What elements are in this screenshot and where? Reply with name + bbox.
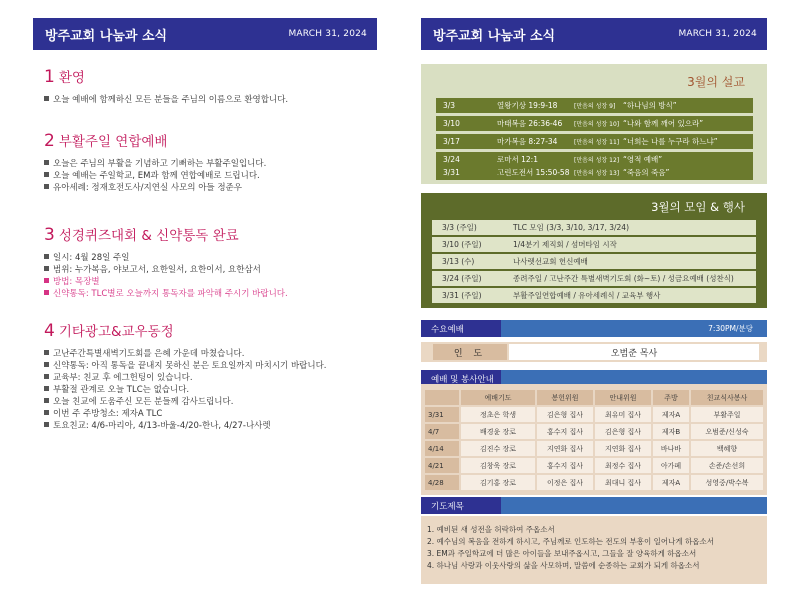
list-item: 교육부: 친교 후 에그헌팅이 있습니다.	[44, 372, 374, 384]
bullet-icon	[44, 254, 49, 259]
bullet-icon	[44, 172, 49, 177]
bullet-icon	[44, 398, 49, 403]
bullet-icon	[44, 278, 49, 283]
prayer-item: 3. EM과 주일학교에 더 많은 아이들을 보내주옵시고, 그들을 잘 양육하게 하옵소서	[427, 549, 697, 558]
meeting-row: 3/10 (주일) 1/4분기 제직회 / 섬머타임 시작	[432, 237, 756, 252]
wednesday-bar	[421, 320, 767, 337]
header-date: MARCH 31, 2024	[288, 29, 367, 39]
section-bible-quiz	[44, 224, 374, 300]
section-list	[44, 94, 374, 106]
prayer-item: 4. 하나님 사랑과 이웃사랑의 삶을 사모하며, 말씀에 순종하는 교회가 되게 하옵소서	[427, 561, 700, 570]
table-row: 3/31 정초은 학생 김은형 집사 최유미 집사 제자A 부활주일	[425, 407, 763, 422]
section-list	[44, 158, 374, 194]
list-item: 토요친교: 4/6-마리아, 4/13-바울-4/20-한나, 4/27-나사렛	[44, 420, 374, 432]
table-row: 4/7 배경윤 장로 홍수지 집사 김은형 집사 제자B 오범준/신성숙	[425, 424, 763, 439]
list-item: 고난주간특별새벽기도회를 은혜 가운데 마쳤습니다.	[44, 348, 374, 360]
list-item: 신약통독: TLC별로 오늘까지 통독자를 파악해 주시기 바랍니다.	[44, 288, 374, 300]
bullet-icon	[44, 160, 49, 165]
header-title: 방주교회 나눔과 소식	[433, 28, 556, 44]
list-item: 오늘은 주님의 부활을 기념하고 기뻐하는 부활주일입니다.	[44, 158, 374, 170]
section-announcements	[44, 320, 374, 432]
wednesday-label: 수요예배	[431, 324, 464, 335]
meeting-row: 3/31 (주일) 부활주일연합예배 / 유아세례식 / 교육부 행사	[432, 288, 756, 303]
list-item: 유아세례: 정재호전도사/지연실 사모의 아들 정준우	[44, 182, 374, 194]
section-heading: 3 성경퀴즈대회 & 신약통독 완료	[44, 225, 239, 245]
meeting-row: 3/13 (수) 나사렛선교회 헌신예배	[432, 254, 756, 269]
list-item: 오늘 예배는 주일학교, EM과 함께 연합예배로 드립니다.	[44, 170, 374, 182]
list-item: 오늘 예배에 함께하신 모든 분들을 주님의 이름으로 환영합니다.	[44, 94, 374, 106]
page-header-right	[421, 18, 767, 50]
page-header-left	[33, 18, 377, 50]
list-item: 신약통독: 아직 통독을 끝내지 못하신 분은 토요일까지 마치시기 바랍니다.	[44, 360, 374, 372]
bullet-icon	[44, 266, 49, 271]
bullet-icon	[44, 362, 49, 367]
meetings-panel	[421, 193, 767, 308]
sermon-title: 3월의 설교	[687, 75, 745, 89]
list-item: 이번 주 주방청소: 제자A TLC	[44, 408, 374, 420]
sermon-row: 3/17 마가복음 8:27-34 [만음의 성장 11] “너희는 나를 누구라 하느냐”	[436, 134, 753, 149]
prayer-bar	[421, 497, 767, 514]
table-row: 4/21 김창욱 장로 홍수지 집사 최정수 집사 아가페 손준/손선희	[425, 458, 763, 473]
prayer-label: 기도제목	[431, 501, 464, 512]
bullet-icon	[44, 96, 49, 101]
section-heading: 1 환영	[44, 67, 85, 87]
bullet-icon	[44, 386, 49, 391]
sermon-row: 3/3 열왕기상 19:9-18 [만음의 성장 9] “하나님의 방식”	[436, 98, 753, 113]
list-item: 일시: 4월 28일 주일	[44, 252, 374, 264]
list-item: 방법: 목장별	[44, 276, 374, 288]
prayer-item: 2. 예수님의 복음을 전하게 하시고, 주님께로 인도하는 전도의 부흥이 일어나게 하옵소서	[427, 537, 714, 546]
section-easter	[44, 130, 374, 194]
header-title: 방주교회 나눔과 소식	[45, 28, 168, 44]
bullet-icon	[44, 410, 49, 415]
section-list	[44, 348, 374, 432]
table-header: 예배기도 봉헌위원 안내위원 주방 친교식사봉사	[425, 390, 763, 405]
section-heading: 2 부활주일 연합예배	[44, 131, 168, 151]
leader-row	[421, 342, 767, 362]
header-date: MARCH 31, 2024	[678, 29, 757, 39]
bullet-icon	[44, 290, 49, 295]
meeting-row: 3/24 (주일) 종려주일 / 고난주간 특별새벽기도회 (화~토) / 성금요예배 (성찬식)	[432, 271, 756, 286]
meeting-row: 3/3 (주일) TLC 모임 (3/3, 3/10, 3/17, 3/24)	[432, 220, 756, 235]
meetings-title: 3월의 모임 & 행사	[651, 200, 745, 214]
service-table-panel	[421, 384, 767, 495]
service-label: 예배 및 봉사안내	[431, 374, 494, 385]
service-table	[423, 388, 765, 492]
bullet-icon	[44, 350, 49, 355]
wednesday-time: 7:30PM/분당	[708, 324, 753, 333]
sermon-row: 3/24 로마서 12:1 [만음의 성장 12] “영적 예배”	[436, 152, 753, 167]
bullet-icon	[44, 374, 49, 379]
list-item: 오늘 친교에 도움주신 모든 분들께 감사드립니다.	[44, 396, 374, 408]
sermon-row: 3/31 고린도전서 15:50-58 [만음의 성장 13] “죽음의 죽음”	[436, 165, 753, 180]
sermon-panel	[421, 64, 767, 184]
bullet-icon	[44, 422, 49, 427]
table-row: 4/28 김기홍 장로 이정은 집사 최대니 집사 제자A 성영중/박수복	[425, 475, 763, 490]
section-list	[44, 252, 374, 300]
prayer-item: 1. 예비된 새 성전을 허락하여 주옵소서	[427, 525, 555, 534]
bullet-icon	[44, 184, 49, 189]
list-item: 범위: 누가복음, 야보고서, 요한일서, 요한이서, 요한삼서	[44, 264, 374, 276]
section-heading: 4 기타광고&교우동정	[44, 321, 174, 341]
sermon-row: 3/10 마태복음 26:36-46 [만음의 성장 10] “나와 함께 깨어 있으라”	[436, 116, 753, 131]
leader-name: 오범준 목사	[509, 344, 759, 360]
table-row: 4/14 김진수 장로 지연화 집사 지연화 집사 바나바 백혜향	[425, 441, 763, 456]
list-item: 부활절 관계로 오늘 TLC는 없습니다.	[44, 384, 374, 396]
leader-label: 인 도	[433, 344, 507, 360]
prayer-list	[421, 516, 767, 584]
section-welcome	[44, 66, 374, 106]
